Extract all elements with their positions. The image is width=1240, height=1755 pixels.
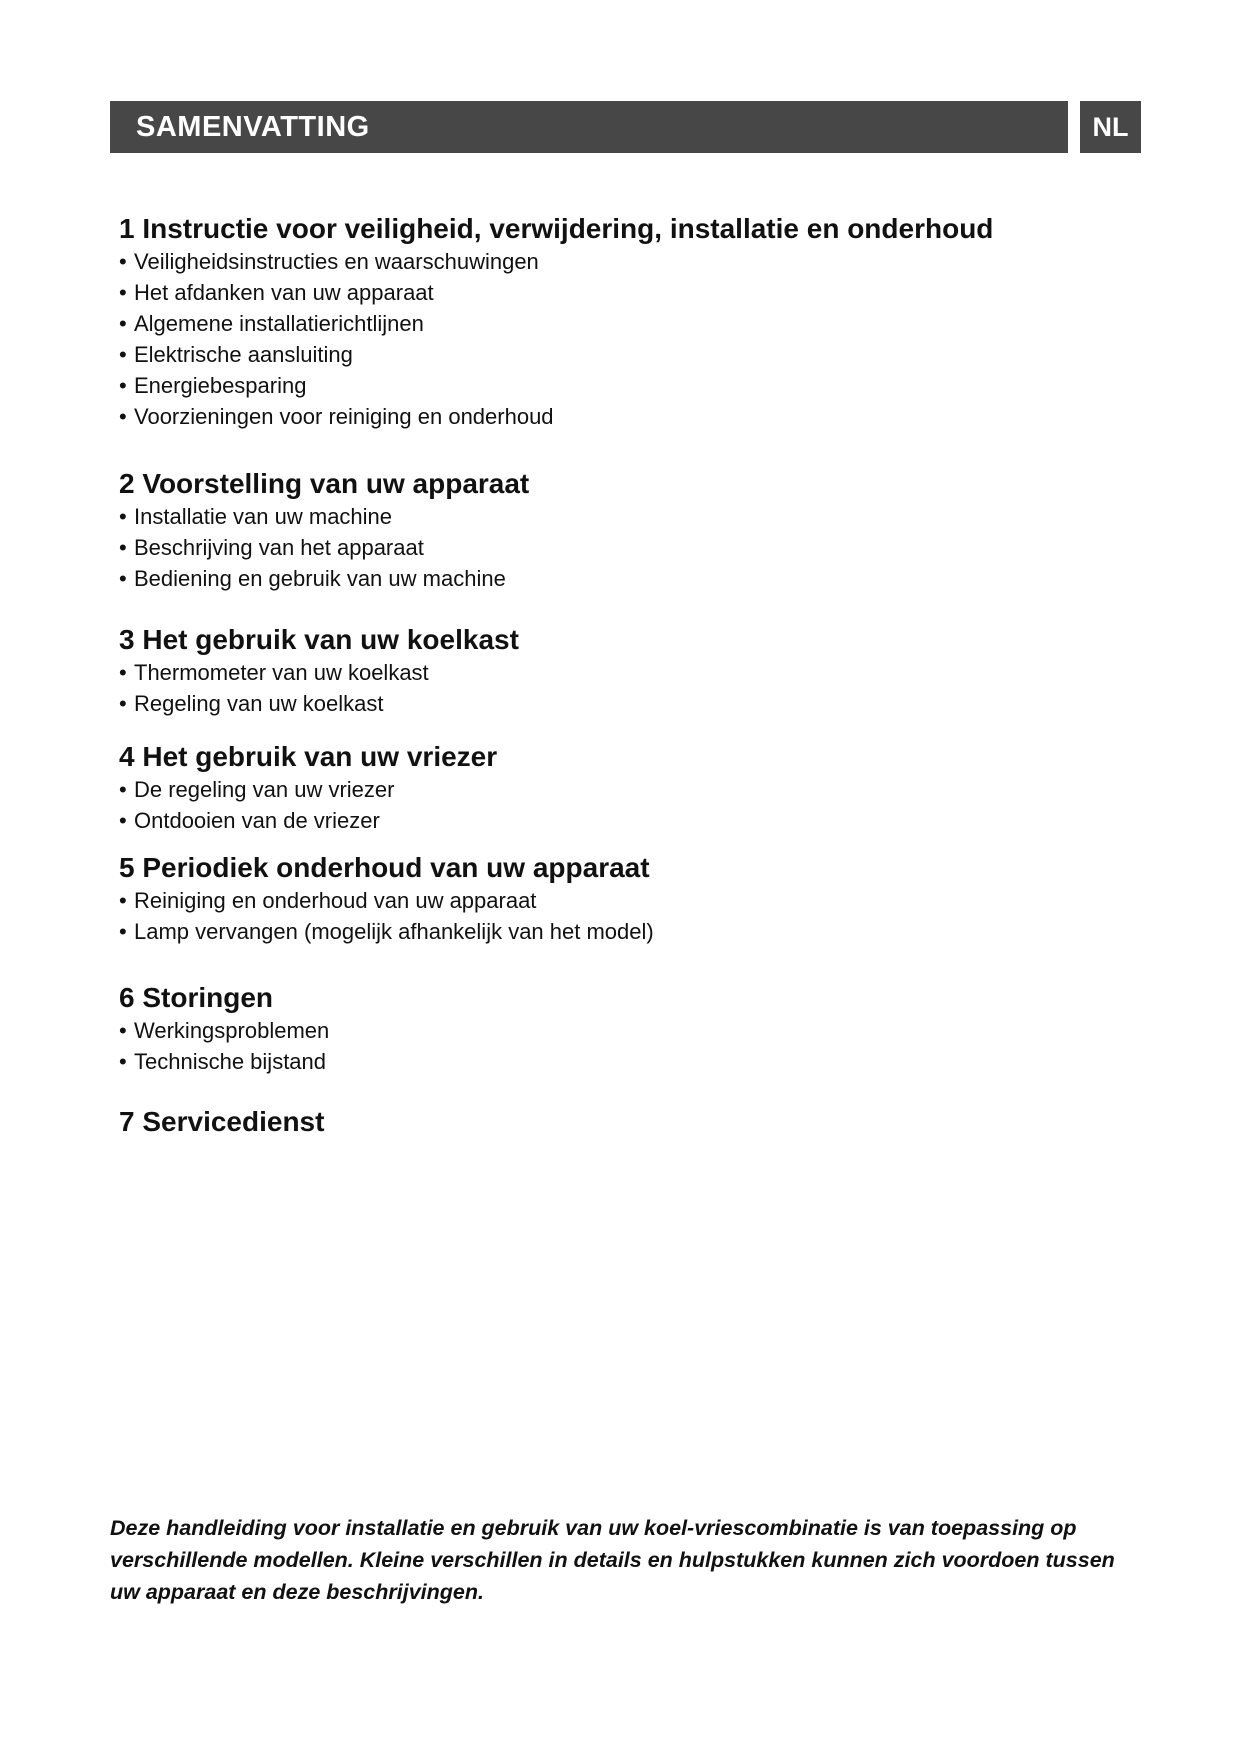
list-item: • Elektrische aansluiting xyxy=(119,342,353,367)
list-item: • Installatie van uw machine xyxy=(119,504,393,529)
list-item: • Thermometer van uw koelkast xyxy=(119,660,429,685)
section-title: 5 Periodiek onderhoud van uw apparaat xyxy=(119,852,650,883)
header-bar xyxy=(110,101,1068,153)
section-title: 2 Voorstelling van uw apparaat xyxy=(119,468,530,499)
list-item: • Lamp vervangen (mogelijk afhankelijk van het model) xyxy=(119,919,654,944)
list-item: • Energiebesparing xyxy=(119,373,307,398)
section-title: 7 Servicedienst xyxy=(119,1106,325,1137)
page-title: SAMENVATTING xyxy=(136,111,370,143)
list-item: • Algemene installatierichtlijnen xyxy=(119,311,424,336)
toc-section-4 xyxy=(119,740,1119,836)
list-item: • De regeling van uw vriezer xyxy=(119,777,395,802)
list-item: • Ontdooien van de vriezer xyxy=(119,808,380,833)
list-item: • Veiligheidsinstructies en waarschuwingen xyxy=(119,249,539,274)
section-title: 3 Het gebruik van uw koelkast xyxy=(119,624,519,655)
section-items xyxy=(119,246,1119,432)
section-title: 1 Instructie voor veiligheid, verwijdering, installatie en onderhoud xyxy=(119,213,994,244)
list-item: • Bediening en gebruik van uw machine xyxy=(119,566,506,591)
list-item: • Beschrijving van het apparaat xyxy=(119,535,424,560)
toc-section-3 xyxy=(119,623,1119,719)
section-items xyxy=(119,885,1119,947)
list-item: • Het afdanken van uw apparaat xyxy=(119,280,434,305)
toc-section-7 xyxy=(119,1105,1119,1139)
footnote: Deze handleiding voor installatie en gebruik van uw koel-vriescombinatie is van toepassing op verschillende modellen. Kleine verschillen in details en hulpstukken kunnen zich voordoen tussen uw apparaat en deze beschrijvingen. xyxy=(110,1516,1115,1604)
list-item: • Werkingsproblemen xyxy=(119,1018,330,1043)
list-item: • Regeling van uw koelkast xyxy=(119,691,384,716)
section-items xyxy=(119,501,1119,594)
toc-section-1 xyxy=(119,212,1119,432)
section-title: 6 Storingen xyxy=(119,982,274,1013)
section-items xyxy=(119,774,1119,836)
list-item: • Reiniging en onderhoud van uw apparaat xyxy=(119,888,537,913)
list-item: • Voorzieningen voor reiniging en onderhoud xyxy=(119,404,554,429)
section-items xyxy=(119,657,1119,719)
section-title: 4 Het gebruik van uw vriezer xyxy=(119,741,498,772)
toc-section-5 xyxy=(119,851,1119,947)
section-items xyxy=(119,1015,1119,1077)
toc-section-2 xyxy=(119,467,1119,594)
language-badge: NL xyxy=(1080,101,1141,153)
list-item: • Technische bijstand xyxy=(119,1049,327,1074)
toc-section-6 xyxy=(119,981,1119,1077)
